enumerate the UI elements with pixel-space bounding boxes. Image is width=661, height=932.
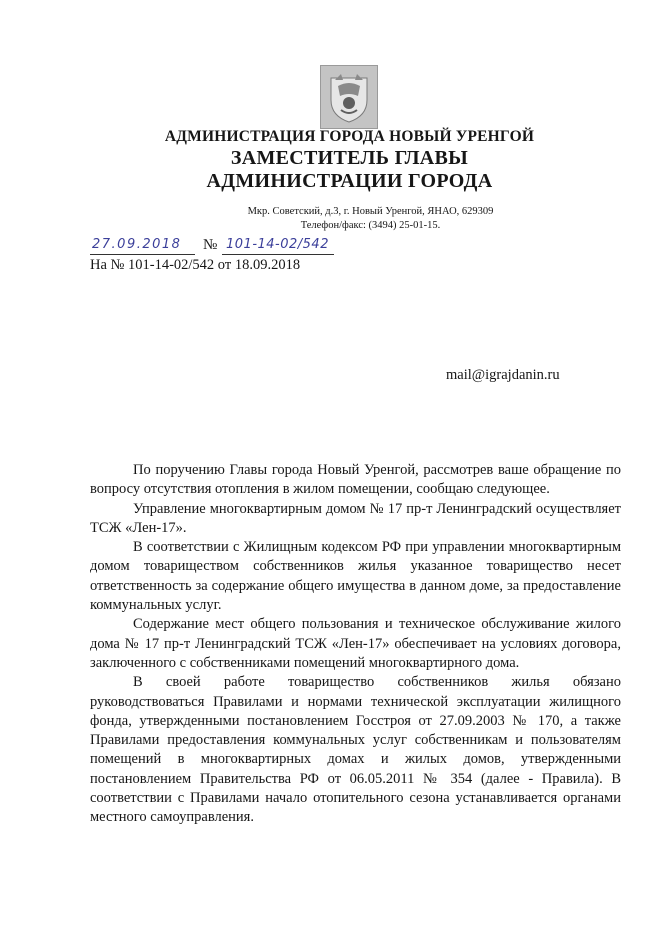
handwritten-outgoing-number: 101-14-02/542	[226, 237, 329, 252]
reference-line: На № 101-14-02/542 от 18.09.2018	[90, 257, 301, 273]
body-paragraph: Управление многоквартирным домом № 17 пр-т Ленинградский осуществляет ТСЖ «Лен-17».	[90, 500, 621, 536]
coat-of-arms-emblem-icon	[320, 65, 378, 129]
body-paragraph: В соответствии с Жилищным кодексом РФ при управлении многоквартирным домом товариществом собственников жилья указанное товарищество несет ответственность за содержание общего имущества в данном доме, за предоставление коммунальных услуг.	[90, 539, 621, 614]
org-name-line: АДМИНИСТРАЦИЯ ГОРОДА НОВЫЙ УРЕНГОЙ	[164, 128, 535, 145]
body-paragraph: В своей работе товарищество собственников жилья обязано руководствоваться Правилами и нормами технической эксплуатации жилищного фонда, утвержденными постановлением Госстроя от 27.09.2003 № 170, а также Правилами предоставления коммунальных услуг собственникам и пользователям помещений в многоквартирных домах и жилых домов, утвержденными постановлением Правительства РФ от 06.05.2011 № 354 (далее - Правила). В соответствии с Правилами начало отопительного сезона устанавливается органами местного самоуправления.	[90, 674, 621, 826]
org-phone: Телефон/факс: (3494) 25-01-15.	[300, 220, 441, 231]
body-paragraph: По поручению Главы города Новый Уренгой, рассмотрев ваше обращение по вопросу отсутствия отопления в жилом помещении, сообщаю следующее.	[90, 462, 621, 498]
number-sign: №	[203, 237, 218, 253]
number-underline	[222, 254, 334, 255]
letter-body	[90, 461, 621, 828]
org-address: Мкр. Советский, д.3, г. Новый Уренгой, ЯНАО, 629309	[247, 206, 494, 217]
recipient-email: mail@igrajdanin.ru	[446, 367, 560, 383]
body-paragraph: Содержание мест общего пользования и техническое обслуживание жилого дома № 17 пр-т Ленинградский ТСЖ «Лен-17» обеспечивает на условиях договора, заключенного с собственниками помещений многоквартирного дома.	[90, 616, 621, 671]
position-title-line1: ЗАМЕСТИТЕЛЬ ГЛАВЫ	[230, 147, 469, 169]
position-title-line2: АДМИНИСТРАЦИИ ГОРОДА	[206, 170, 493, 192]
handwritten-date: 27.09.2018	[92, 237, 182, 252]
date-underline	[90, 254, 195, 255]
